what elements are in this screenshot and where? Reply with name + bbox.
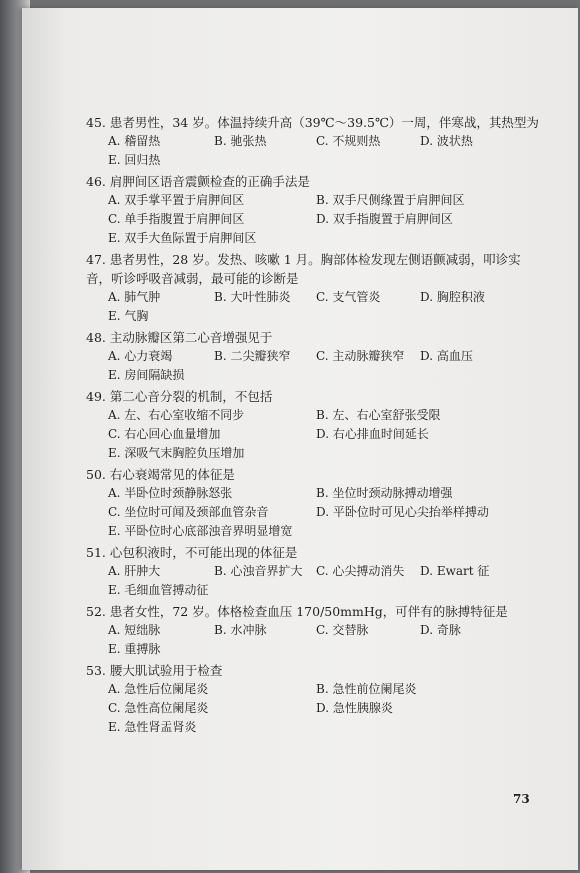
- option-e: E. 气胸: [108, 309, 149, 323]
- option-list: [86, 132, 526, 170]
- option-b: B. 二尖瓣狭窄: [214, 349, 291, 363]
- option-c: C. 单手指腹置于肩胛间区: [108, 212, 245, 226]
- option-list: [86, 406, 526, 463]
- option-d: D. 右心排血时间延长: [316, 427, 429, 441]
- question-52: [86, 602, 526, 659]
- question-stem: 46. 肩胛间区语音震颤检查的正确手法是: [86, 174, 310, 189]
- option-e: E. 毛细血管搏动征: [108, 583, 209, 597]
- option-e: E. 平卧位时心底部浊音界明显增宽: [108, 524, 293, 538]
- question-stem: 48. 主动脉瓣区第二心音增强见于: [86, 330, 273, 345]
- question-stem: 50. 右心衰竭常见的体征是: [86, 467, 235, 482]
- option-c: C. 坐位时可闻及颈部血管杂音: [108, 505, 269, 519]
- option-d: D. 急性胰腺炎: [316, 701, 393, 715]
- exam-page: [22, 8, 578, 870]
- option-a: A. 双手掌平置于肩胛间区: [108, 193, 245, 207]
- option-a: A. 心力衰竭: [108, 349, 173, 363]
- question-49: [86, 387, 526, 463]
- option-list: [86, 484, 526, 541]
- question-45: [86, 113, 539, 170]
- question-list: [86, 113, 539, 737]
- option-e: E. 重搏脉: [108, 642, 161, 656]
- option-e: E. 双手大鱼际置于肩胛间区: [108, 231, 257, 245]
- option-a: A. 肝肿大: [108, 564, 161, 578]
- question-46: [86, 172, 526, 248]
- option-c: C. 右心回心血量增加: [108, 427, 221, 441]
- option-c: C. 急性高位阑尾炎: [108, 701, 209, 715]
- question-stem: 47. 患者男性，28 岁。发热、咳嗽 1 月。胸部体检发现左侧语颤减弱，叩诊实音，听诊呼吸音减弱，最可能的诊断是: [86, 252, 521, 286]
- option-b: B. 驰张热: [214, 134, 267, 148]
- option-a: A. 急性后位阑尾炎: [108, 682, 209, 696]
- option-list: [86, 347, 526, 385]
- option-c: C. 不规则热: [316, 134, 381, 148]
- option-c: C. 主动脉瓣狭窄: [316, 349, 405, 363]
- question-53: [86, 661, 526, 737]
- option-a: A. 稽留热: [108, 134, 161, 148]
- option-c: C. 支气管炎: [316, 290, 381, 304]
- option-a: A. 半卧位时颈静脉怒张: [108, 486, 233, 500]
- option-list: [86, 191, 526, 248]
- question-50: [86, 465, 526, 541]
- option-d: D. 胸腔积液: [420, 290, 485, 304]
- option-e: E. 回归热: [108, 153, 161, 167]
- option-e: E. 深吸气末胸腔负压增加: [108, 446, 245, 460]
- option-list: [86, 562, 526, 600]
- option-d: D. Ewart 征: [420, 564, 490, 578]
- option-b: B. 大叶性肺炎: [214, 290, 291, 304]
- option-c: C. 交替脉: [316, 623, 369, 637]
- option-d: D. 波状热: [420, 134, 473, 148]
- option-list: [86, 621, 526, 659]
- question-51: [86, 543, 526, 600]
- question-stem: 49. 第二心音分裂的机制，不包括: [86, 389, 273, 404]
- option-d: D. 奇脉: [420, 623, 461, 637]
- page-number: 73: [513, 792, 530, 806]
- question-stem: 53. 腰大肌试验用于检查: [86, 663, 223, 678]
- option-e: E. 急性肾盂肾炎: [108, 720, 197, 734]
- option-a: A. 肺气肿: [108, 290, 161, 304]
- option-b: B. 坐位时颈动脉搏动增强: [316, 486, 453, 500]
- question-stem: 52. 患者女性，72 岁。体格检查血压 170/50mmHg，可伴有的脉搏特征是: [86, 604, 508, 619]
- option-d: D. 双手指腹置于肩胛间区: [316, 212, 453, 226]
- option-b: B. 水冲脉: [214, 623, 267, 637]
- option-c: C. 心尖搏动消失: [316, 564, 405, 578]
- option-list: [86, 680, 526, 737]
- option-b: B. 左、右心室舒张受限: [316, 408, 441, 422]
- option-b: B. 急性前位阑尾炎: [316, 682, 417, 696]
- option-list: [86, 288, 526, 326]
- option-b: B. 心浊音界扩大: [214, 564, 303, 578]
- option-e: E. 房间隔缺损: [108, 368, 185, 382]
- option-d: D. 平卧位时可见心尖抬举样搏动: [316, 505, 489, 519]
- question-48: [86, 328, 526, 385]
- option-b: B. 双手尺侧缘置于肩胛间区: [316, 193, 465, 207]
- question-stem: 51. 心包积液时，不可能出现的体征是: [86, 545, 298, 560]
- option-a: A. 短绌脉: [108, 623, 161, 637]
- option-d: D. 高血压: [420, 349, 473, 363]
- question-47: [86, 250, 526, 326]
- question-stem: 45. 患者男性，34 岁。体温持续升高（39℃～39.5℃）一周，伴寒战，其热型为: [86, 115, 539, 130]
- option-a: A. 左、右心室收缩不同步: [108, 408, 245, 422]
